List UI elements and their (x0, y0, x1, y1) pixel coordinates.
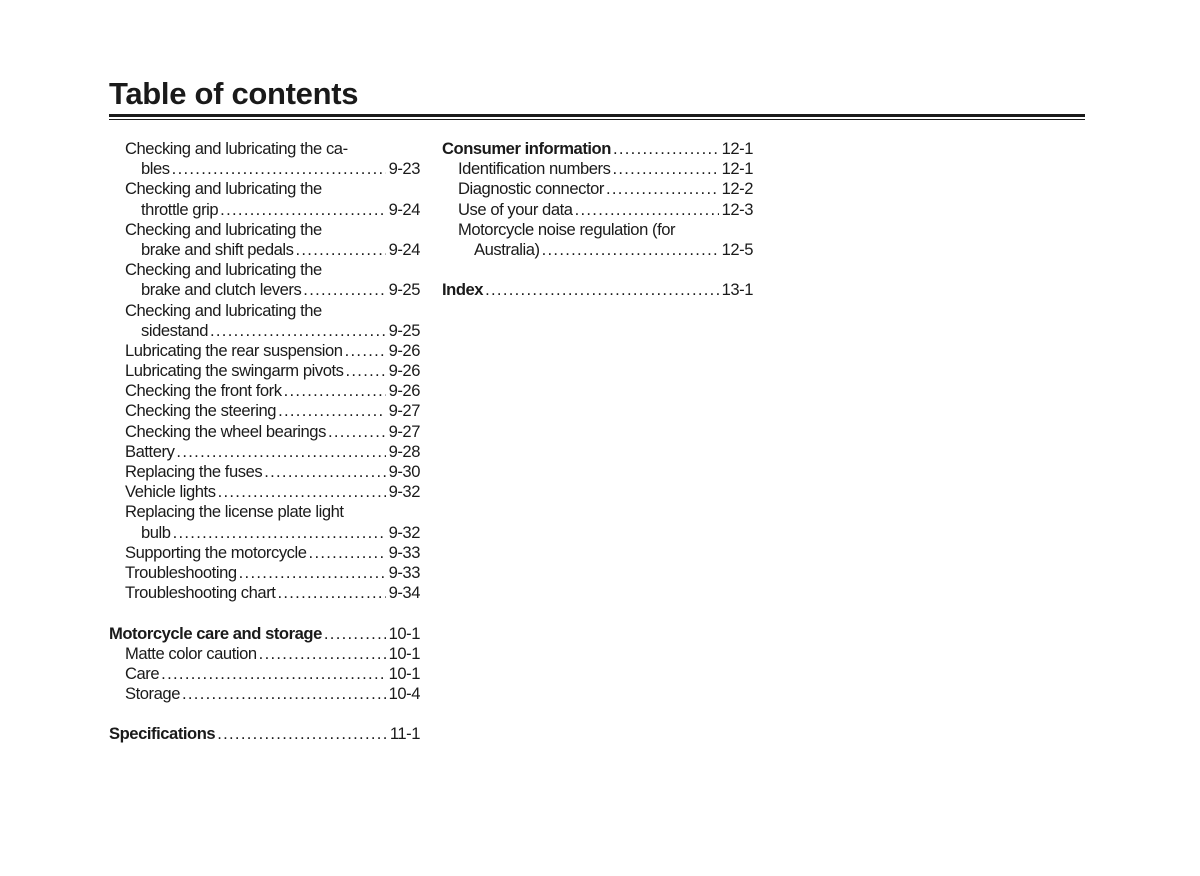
toc-entry-brake-and-shift-pedals[interactable] (109, 240, 420, 260)
toc-entry-diagnostic-connector[interactable] (442, 179, 753, 199)
toc-page-number: 9-26 (388, 381, 420, 401)
toc-entry-replacing-the-fuses[interactable] (109, 462, 420, 482)
toc-entry-text: Matte color caution (125, 643, 257, 663)
toc-entry-storage[interactable] (109, 684, 420, 704)
toc-entry-text: Checking and lubricating the (125, 179, 322, 199)
toc-entry-text: Consumer information (442, 139, 611, 158)
toc-entry-text: Troubleshooting (125, 562, 237, 582)
toc-entry-text: Australia) (474, 239, 540, 259)
toc-entry-troubleshooting-chart[interactable] (109, 583, 420, 603)
toc-entry-text: Vehicle lights (125, 482, 216, 502)
toc-entry-motorcycle-noise-regulation-for (442, 220, 753, 240)
toc-page-number: 9-25 (388, 280, 420, 300)
toc-section-index[interactable] (442, 280, 753, 300)
dot-leader (575, 200, 719, 220)
dot-leader (542, 240, 719, 260)
toc-page-number: 9-32 (388, 522, 420, 542)
toc-entry-text: Checking the wheel bearings (125, 421, 326, 441)
dot-leader (259, 644, 386, 664)
toc-entry-text: throttle grip (141, 199, 219, 219)
toc-entry-throttle-grip[interactable] (109, 200, 420, 220)
toc-entry-supporting-the-motorcycle[interactable] (109, 543, 420, 563)
dot-leader (182, 684, 386, 704)
dot-leader (328, 422, 386, 442)
toc-entry-checking-and-lubricating-the (109, 301, 420, 321)
toc-page-number: 9-32 (388, 482, 420, 502)
dot-leader (295, 240, 385, 260)
toc-entry-text: Lubricating the swingarm pivots (125, 361, 344, 381)
toc-page-number: 12-2 (721, 179, 753, 199)
toc-entry-text: Motorcycle care and storage (109, 623, 322, 643)
toc-page-number: 12-1 (721, 159, 753, 179)
toc-entry-text: Specifications (109, 724, 216, 744)
toc-page-number: 9-27 (388, 421, 420, 441)
toc-page-number: 9-25 (388, 320, 420, 340)
toc-entry-lubricating-the-swingarm-pivots[interactable] (109, 361, 420, 381)
dot-leader (284, 381, 386, 401)
dot-leader (278, 401, 386, 421)
toc-entry-vehicle-lights[interactable] (109, 482, 420, 502)
toc-page-number: 9-33 (388, 542, 420, 562)
dot-leader (324, 624, 386, 644)
dot-leader (217, 724, 387, 744)
toc-entry-bulb[interactable] (109, 523, 420, 543)
toc-entry-text: Checking and lubricating the (125, 219, 322, 239)
dot-leader (613, 139, 719, 159)
toc-entry-matte-color-caution[interactable] (109, 644, 420, 664)
toc-page-number: 9-28 (388, 441, 420, 461)
toc-page-number: 9-24 (388, 239, 420, 259)
toc-page-number: 10-1 (388, 623, 420, 643)
toc-page-number: 9-33 (388, 562, 420, 582)
dot-leader (161, 664, 385, 684)
toc-entry-brake-and-clutch-levers[interactable] (109, 280, 420, 300)
toc-entry-troubleshooting[interactable] (109, 563, 420, 583)
toc-entry-checking-and-lubricating-the (109, 220, 420, 240)
toc-page-number: 10-1 (388, 643, 420, 663)
toc-page-number: 10-4 (388, 684, 420, 704)
toc-entry-bles[interactable] (109, 159, 420, 179)
toc-entry-text: Replacing the fuses (125, 462, 263, 481)
toc-entry-text: Troubleshooting chart (125, 583, 276, 603)
toc-page-number: 9-27 (388, 401, 420, 421)
toc-entry-text: bles (141, 159, 170, 179)
toc-page-number: 12-1 (721, 139, 753, 158)
toc-entry-text: brake and clutch levers (141, 280, 302, 300)
dot-leader (264, 462, 385, 482)
toc-entry-text: Checking and lubricating the (125, 260, 322, 280)
toc-entry-care[interactable] (109, 664, 420, 684)
dot-leader (606, 179, 719, 199)
toc-section-motorcycle-care-and-storage[interactable] (109, 624, 420, 644)
toc-entry-text: Motorcycle noise regulation (for (458, 219, 676, 239)
dot-leader (345, 361, 385, 381)
toc-entry-checking-the-steering[interactable] (109, 401, 420, 421)
toc-entry-battery[interactable] (109, 442, 420, 462)
toc-entry-text: Checking the front fork (125, 381, 282, 401)
toc-page-number: 9-23 (388, 159, 420, 179)
toc-entry-use-of-your-data[interactable] (442, 200, 753, 220)
toc-page-number: 12-5 (721, 239, 753, 259)
dot-leader (210, 321, 386, 341)
toc-entry-lubricating-the-rear-suspension[interactable] (109, 341, 420, 361)
toc-entry-text: Identification numbers (458, 159, 611, 179)
toc-page-number: 10-1 (388, 663, 420, 683)
toc-entry-checking-the-front-fork[interactable] (109, 381, 420, 401)
toc-entry-text: Replacing the license plate light (125, 502, 344, 522)
toc-entry-text: Lubricating the rear suspension (125, 340, 343, 360)
dot-leader (309, 543, 386, 563)
toc-page-number: 9-26 (388, 340, 420, 360)
dot-leader (172, 159, 386, 179)
toc-page-number: 9-30 (388, 462, 420, 481)
section-gap (442, 260, 753, 280)
section-gap (109, 603, 420, 623)
toc-entry-sidestand[interactable] (109, 321, 420, 341)
dot-leader (303, 280, 385, 300)
toc-entry-checking-the-wheel-bearings[interactable] (109, 422, 420, 442)
toc-entry-checking-and-lubricating-the (109, 179, 420, 199)
dot-leader (239, 563, 386, 583)
toc-right-column (442, 139, 753, 301)
toc-entry-text: Index (442, 280, 484, 300)
toc-entry-text: Checking the steering (125, 401, 277, 421)
toc-page-number: 9-24 (388, 199, 420, 219)
toc-page-number: 11-1 (389, 724, 420, 744)
dot-leader (176, 442, 385, 462)
section-gap (109, 704, 420, 724)
toc-entry-text: Care (125, 663, 160, 683)
toc-page-number: 13-1 (721, 280, 753, 300)
toc-entry-text: Checking and lubricating the ca- (125, 139, 348, 158)
toc-entry-text: Storage (125, 684, 180, 704)
dot-leader (612, 159, 718, 179)
toc-entry-identification-numbers[interactable] (442, 159, 753, 179)
title-rule-thin (109, 119, 1085, 120)
toc-entry-text: Supporting the motorcycle (125, 542, 307, 562)
toc-entry-text: bulb (141, 522, 171, 542)
toc-page-number: 9-26 (388, 361, 420, 381)
toc-page-number: 9-34 (388, 583, 420, 603)
toc-entry-australia[interactable] (442, 240, 753, 260)
dot-leader (220, 200, 385, 220)
toc-section-specifications[interactable] (109, 724, 420, 744)
dot-leader (345, 341, 386, 361)
toc-section-consumer-information[interactable] (442, 139, 753, 159)
toc-page-number: 12-3 (721, 199, 753, 219)
title-rule-thick (109, 114, 1085, 117)
toc-entry-text: sidestand (141, 320, 208, 340)
toc-left-column (109, 139, 420, 745)
toc-entry-text: Checking and lubricating the (125, 300, 322, 320)
dot-leader (218, 482, 386, 502)
toc-entry-checking-and-lubricating-the (109, 260, 420, 280)
toc-entry-replacing-the-license-plate-light (109, 502, 420, 522)
dot-leader (485, 280, 718, 300)
toc-entry-text: Diagnostic connector (458, 179, 604, 199)
toc-entry-text: Battery (125, 441, 175, 461)
toc-entry-checking-and-lubricating-the-ca (109, 139, 420, 159)
dot-leader (173, 523, 386, 543)
toc-entry-text: Use of your data (458, 199, 573, 219)
toc-entry-text: brake and shift pedals (141, 239, 294, 259)
dot-leader (277, 583, 385, 603)
page-title: Table of contents (109, 76, 359, 111)
